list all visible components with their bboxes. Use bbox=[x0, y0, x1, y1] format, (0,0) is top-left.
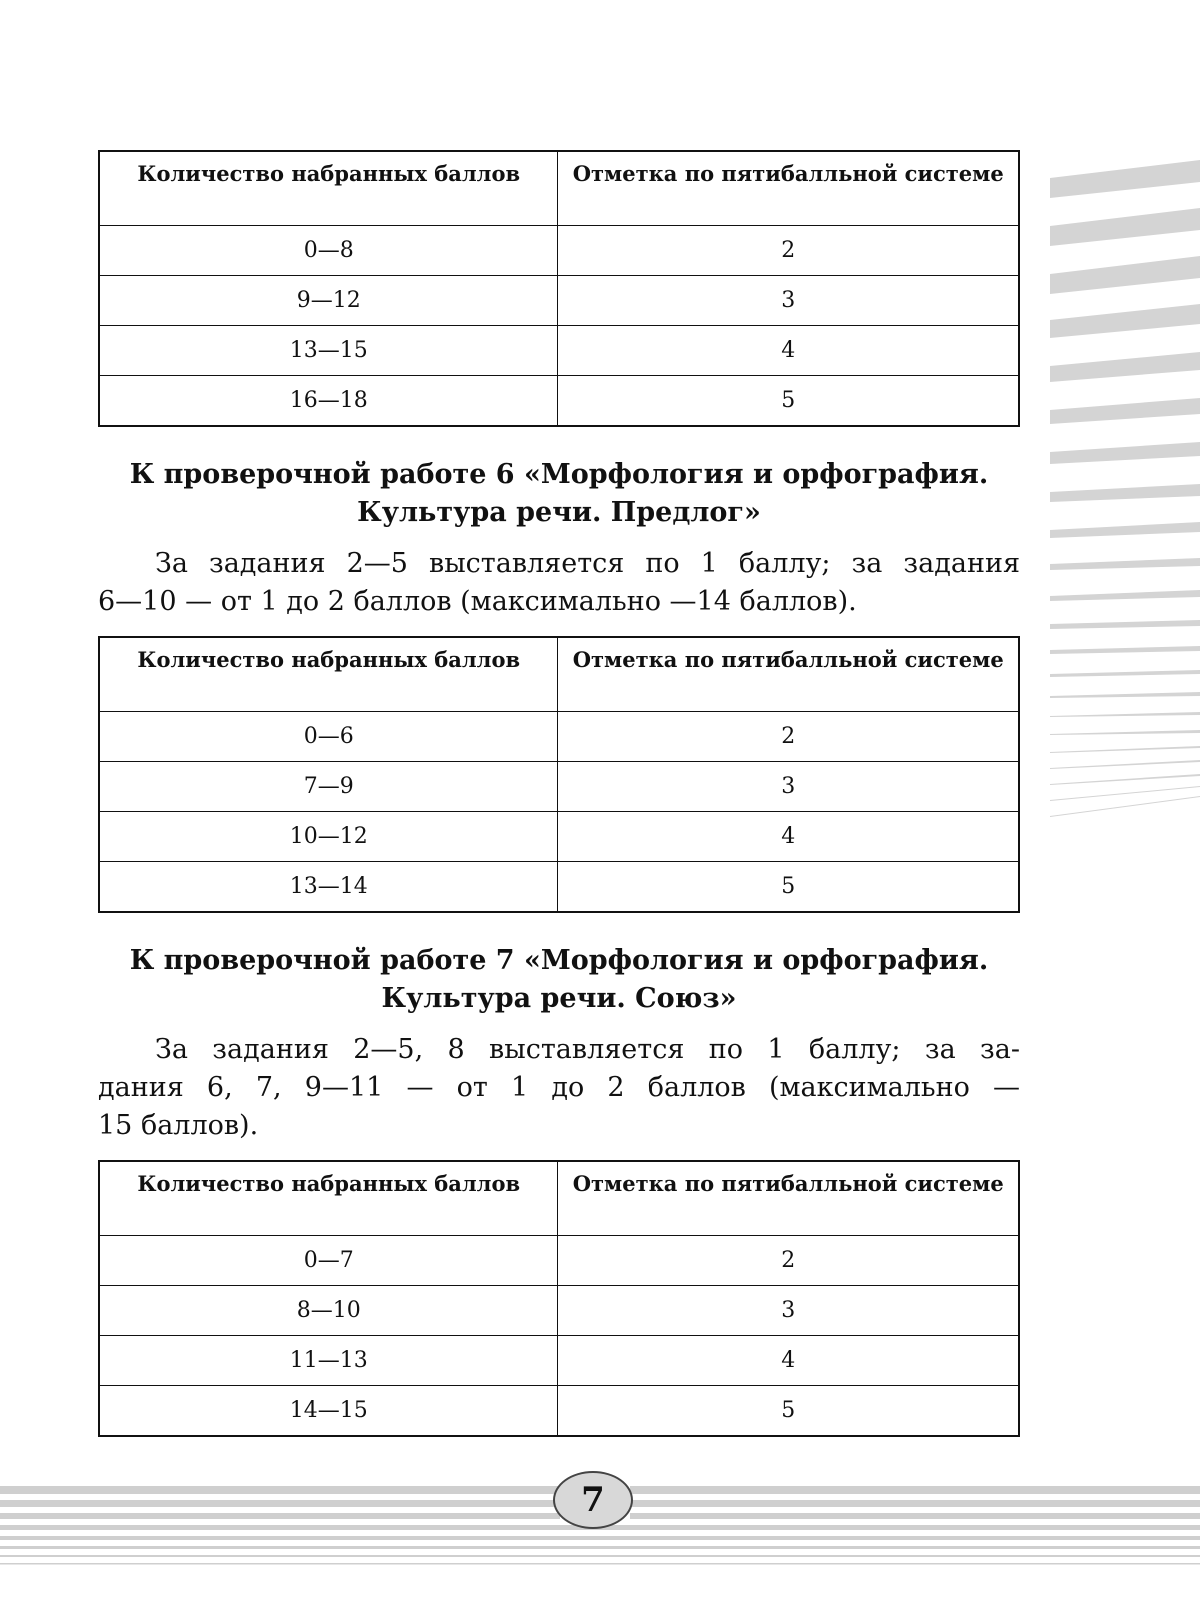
section-6-text-line2: 6—10 — от 1 до 2 баллов (максимально —14 баллов). bbox=[98, 586, 857, 617]
score-cell: 13—14 bbox=[99, 861, 558, 912]
grade-cell: 2 bbox=[558, 225, 1019, 275]
grade-cell: 3 bbox=[558, 1285, 1019, 1335]
table-row bbox=[99, 1385, 1019, 1436]
section-7-text-line1: За задания 2—5, 8 выставляется по 1 баллу; за за- bbox=[155, 1034, 1020, 1065]
table-row bbox=[99, 711, 1019, 761]
section-7-text bbox=[98, 1031, 1020, 1145]
header-score: Количество набранных баллов bbox=[99, 1161, 558, 1235]
table-row bbox=[99, 1235, 1019, 1285]
score-cell: 11—13 bbox=[99, 1335, 558, 1385]
header-score: Количество набранных баллов bbox=[99, 637, 558, 711]
score-cell: 8—10 bbox=[99, 1285, 558, 1335]
header-grade: Отметка по пятибалльной системе bbox=[558, 151, 1019, 225]
table-row bbox=[99, 1285, 1019, 1335]
score-cell: 7—9 bbox=[99, 761, 558, 811]
section-7-heading bbox=[98, 942, 1020, 1018]
score-cell: 14—15 bbox=[99, 1385, 558, 1436]
page-number: 7 bbox=[553, 1471, 633, 1529]
table-row bbox=[99, 811, 1019, 861]
table-row bbox=[99, 325, 1019, 375]
table-row bbox=[99, 861, 1019, 912]
grade-cell: 3 bbox=[558, 275, 1019, 325]
score-cell: 0—8 bbox=[99, 225, 558, 275]
section-6-heading bbox=[98, 456, 1020, 532]
grade-cell: 3 bbox=[558, 761, 1019, 811]
score-cell: 9—12 bbox=[99, 275, 558, 325]
header-grade: Отметка по пятибалльной системе bbox=[558, 637, 1019, 711]
section-6-text bbox=[98, 545, 1020, 621]
table-header-row bbox=[99, 1161, 1019, 1235]
grade-cell: 5 bbox=[558, 375, 1019, 426]
grades-table-1 bbox=[98, 150, 1020, 427]
grades-table-7 bbox=[98, 1160, 1020, 1437]
table-row bbox=[99, 761, 1019, 811]
grade-cell: 5 bbox=[558, 1385, 1019, 1436]
section-7-text-line2: дания 6, 7, 9—11 — от 1 до 2 баллов (максимально — bbox=[98, 1072, 1020, 1103]
score-cell: 0—6 bbox=[99, 711, 558, 761]
table-row bbox=[99, 375, 1019, 426]
grade-cell: 2 bbox=[558, 711, 1019, 761]
grade-cell: 5 bbox=[558, 861, 1019, 912]
table-row bbox=[99, 1335, 1019, 1385]
section-6-heading-line2: Культура речи. Предлог» bbox=[357, 497, 761, 528]
table-row bbox=[99, 275, 1019, 325]
score-cell: 16—18 bbox=[99, 375, 558, 426]
grades-table-6 bbox=[98, 636, 1020, 913]
grade-cell: 4 bbox=[558, 325, 1019, 375]
header-score: Количество набранных баллов bbox=[99, 151, 558, 225]
score-cell: 13—15 bbox=[99, 325, 558, 375]
grade-cell: 4 bbox=[558, 1335, 1019, 1385]
section-7-heading-line2: Культура речи. Союз» bbox=[381, 983, 737, 1014]
header-grade: Отметка по пятибалльной системе bbox=[558, 1161, 1019, 1235]
score-cell: 0—7 bbox=[99, 1235, 558, 1285]
decorative-stripes-right bbox=[1050, 160, 1200, 900]
table-header-row bbox=[99, 151, 1019, 225]
score-cell: 10—12 bbox=[99, 811, 558, 861]
grade-cell: 4 bbox=[558, 811, 1019, 861]
section-7-heading-line1: К проверочной работе 7 «Морфология и орфография. bbox=[129, 945, 989, 976]
section-7-text-line3: 15 баллов). bbox=[98, 1110, 259, 1141]
section-6-text-line1: За задания 2—5 выставляется по 1 баллу; за задания bbox=[155, 548, 1020, 579]
section-6-heading-line1: К проверочной работе 6 «Морфология и орфография. bbox=[129, 459, 989, 490]
table-header-row bbox=[99, 637, 1019, 711]
table-row bbox=[99, 225, 1019, 275]
grade-cell: 2 bbox=[558, 1235, 1019, 1285]
